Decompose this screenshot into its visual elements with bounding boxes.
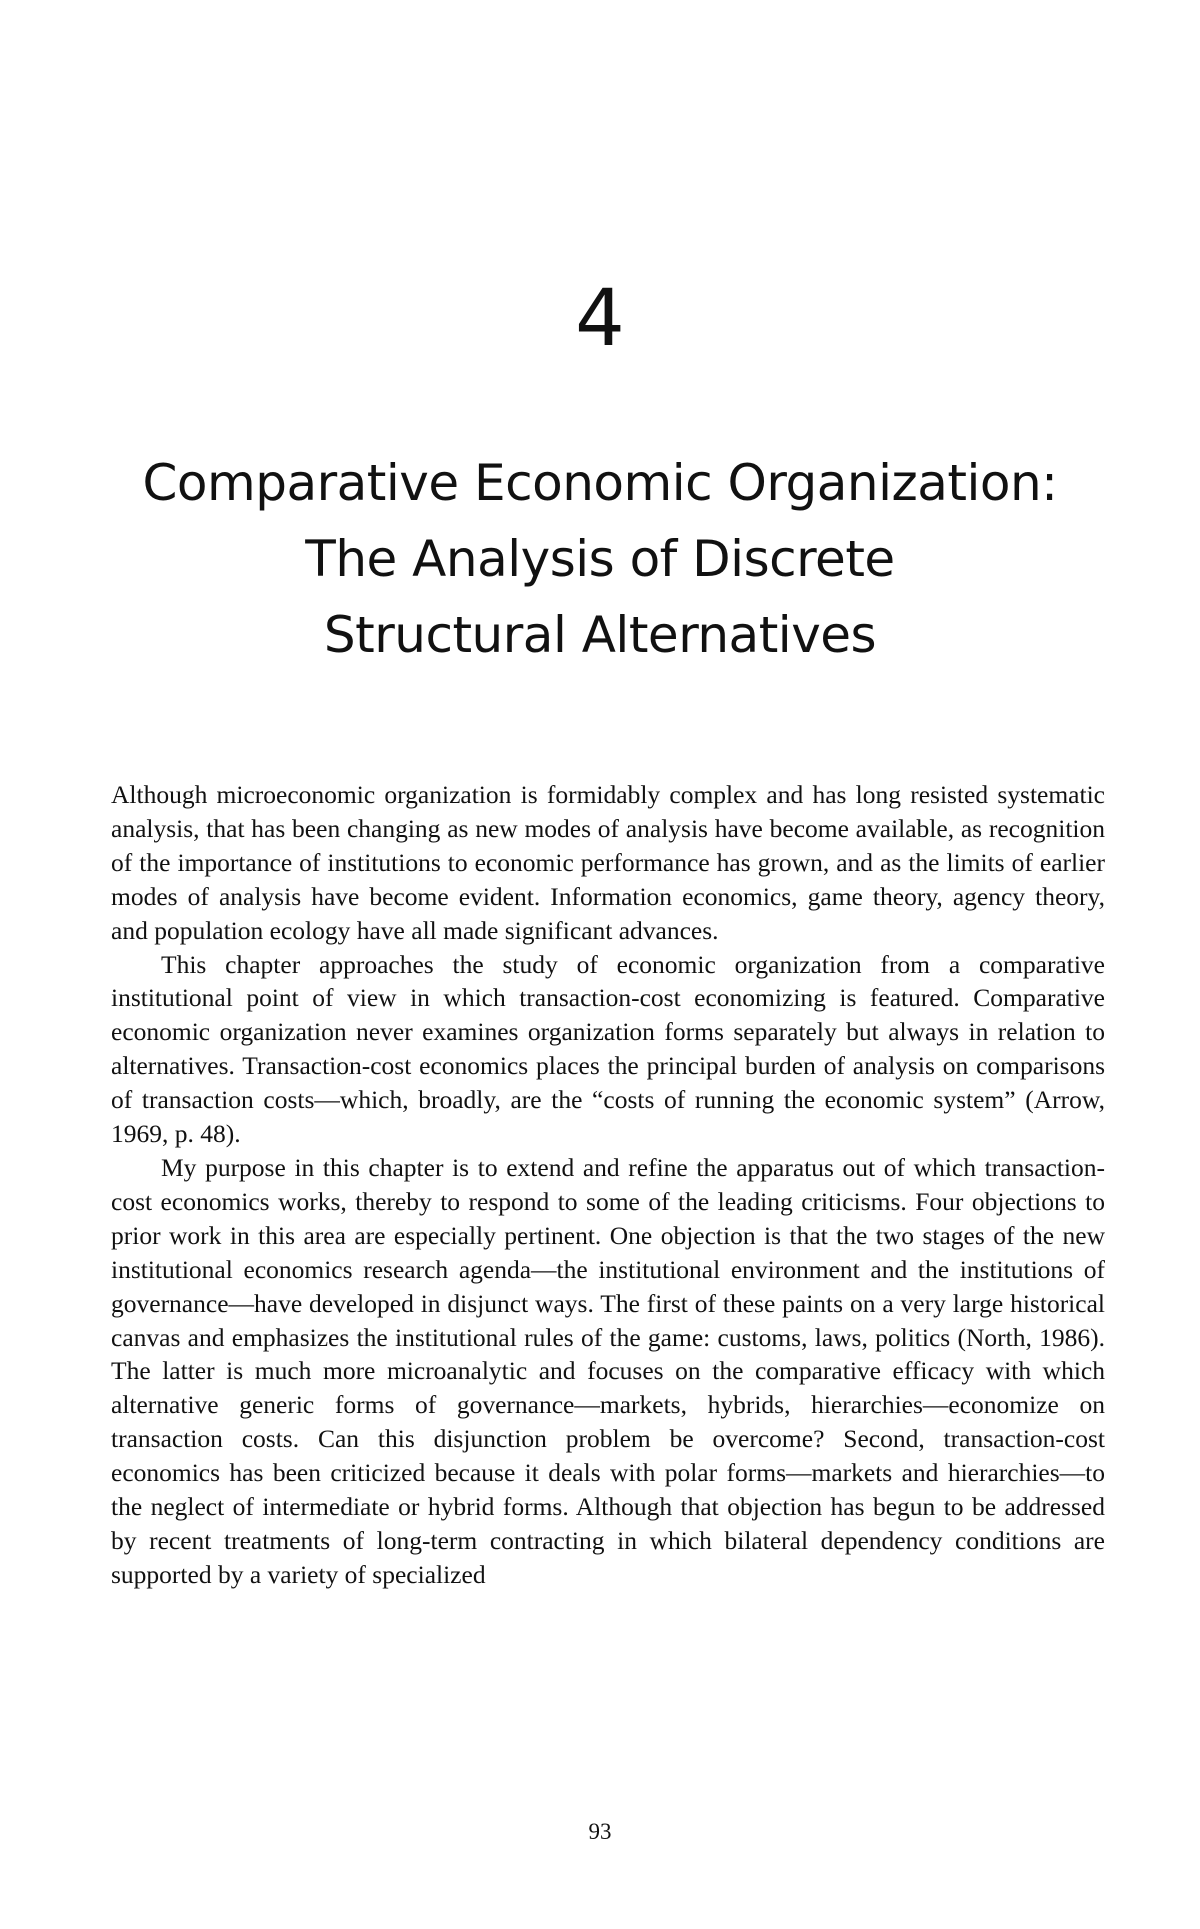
body-text bbox=[111, 778, 1105, 1592]
page-number: 93 bbox=[588, 1819, 612, 1844]
paragraph: Although microeconomic organization is formidably complex and has long resisted systematic analysis, that has been changing as new modes of analysis have become available, as recognition of the importance of institutions to economic performance has grown, and as the limits of earlier modes of analysis have become evident. Information economics, game theory, agency theory, and population ecology have all made significant advances. bbox=[111, 780, 1105, 945]
paragraph: My purpose in this chapter is to extend and refine the apparatus out of which transaction-cost economics works, thereby to respond to some of the leading criticisms. Four objections to prior work in this area are especially pertinent. One objection is that the two stages of the new institutional economics research agenda—the institutional environment and the institutions of governance—have developed in disjunct ways. The first of these paints on a very large historical canvas and emphasizes the institutional rules of the game: customs, laws, politics (North, 1986). The latter is much more microanalytic and focuses on the comparative efficacy with which alternative generic forms of governance—markets, hybrids, hierarchies—economize on transaction costs. Can this disjunction problem be overcome? Second, transaction-cost economics has been criticized because it deals with polar forms—markets and hierarchies—to the neglect of intermediate or hybrid forms. Although that objection has begun to be addressed by recent treatments of long-term contracting in which bilateral dependency conditions are supported by a variety of specialized bbox=[111, 1152, 1105, 1589]
chapter-title-line: The Analysis of Discrete bbox=[305, 530, 895, 588]
chapter-title-line: Structural Alternatives bbox=[323, 606, 877, 664]
chapter-title bbox=[80, 445, 1120, 673]
chapter-title-line: Comparative Economic Organization: bbox=[142, 454, 1058, 512]
chapter-number: 4 bbox=[575, 274, 625, 364]
paragraph: This chapter approaches the study of economic organization from a comparative institutional point of view in which transaction-cost economizing is featured. Comparative economic organization never examines organization forms separately but always in relation to alternatives. Transaction-cost economics places the principal burden of analysis on comparisons of transaction costs—which, broadly, are the “costs of running the economic system” (Arrow, 1969, p. 48). bbox=[111, 949, 1105, 1149]
